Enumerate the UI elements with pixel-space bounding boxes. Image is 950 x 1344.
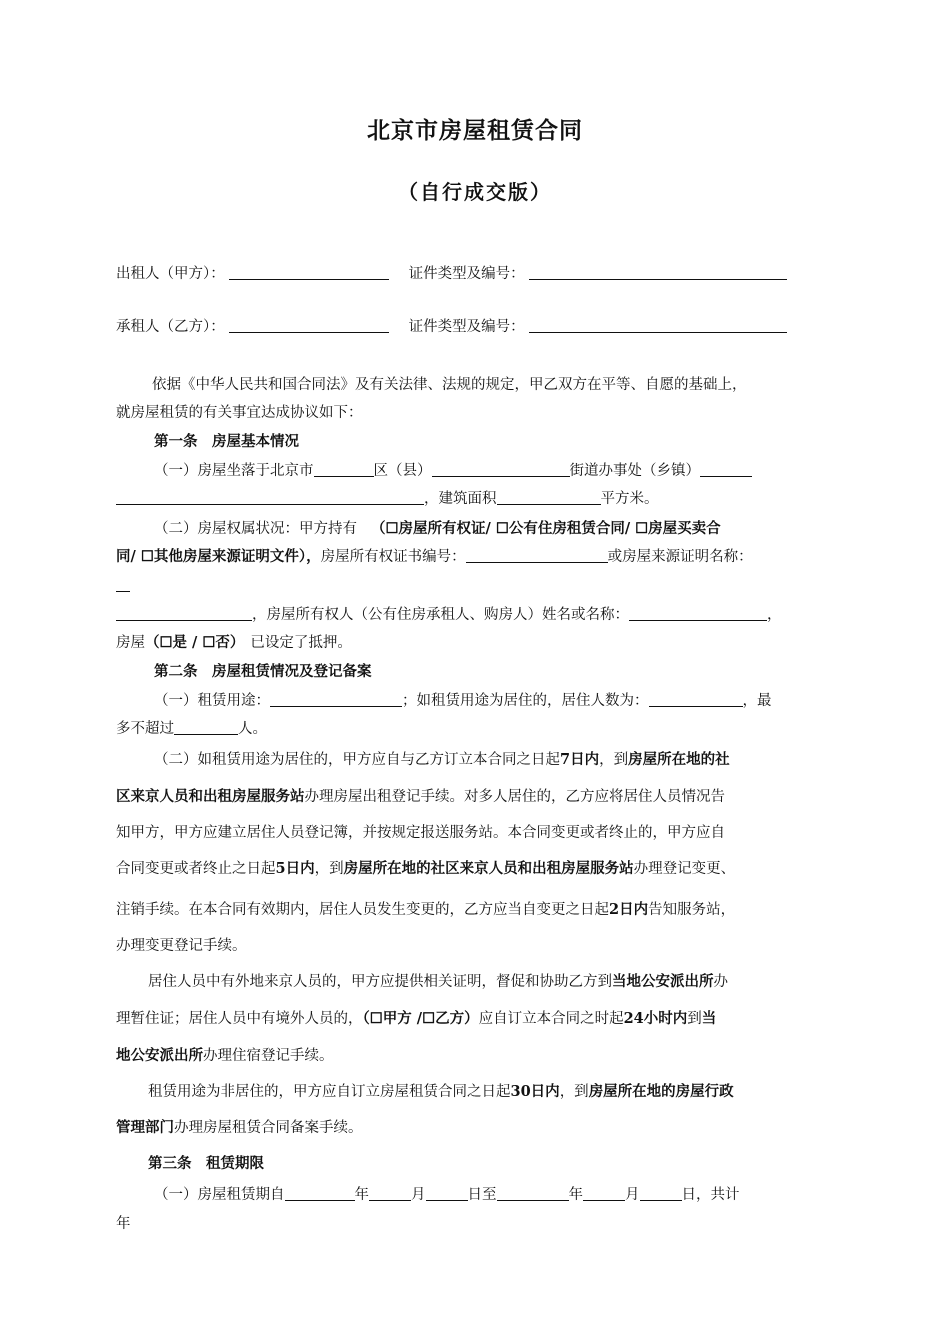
text: 当地公安派出所: [612, 973, 714, 990]
text: ，: [767, 607, 782, 623]
max-occupant-blank[interactable]: [174, 719, 238, 735]
text: 当: [701, 1010, 717, 1027]
lessee-label: 承租人（乙方）：: [116, 319, 225, 335]
text: 5日内: [275, 860, 315, 877]
district-blank[interactable]: [314, 461, 374, 477]
area-blank[interactable]: [497, 489, 601, 505]
text: 房屋所在地的房屋行政: [588, 1083, 734, 1100]
text: ，到: [599, 752, 629, 768]
lessee-line: [116, 316, 840, 338]
article1-item2-line5: [116, 632, 840, 654]
lessor-name-blank[interactable]: [229, 264, 389, 280]
text: 已设定了抵押。: [250, 635, 352, 651]
article2-item1-line1: [116, 690, 878, 712]
text: （二）如租赁用途为居住的，甲方应自与乙方订立本合同之日起: [154, 752, 560, 768]
lessee-id-label: 证件类型及编号：: [408, 319, 525, 335]
lessor-label: 出租人（甲方）：: [116, 266, 225, 282]
text: 告知服务站，: [648, 902, 736, 918]
text: 管理部门: [116, 1119, 174, 1136]
preamble-line-2: 就房屋租赁的有关事宜达成协议如下：: [116, 405, 363, 421]
article2-p3-line1: [116, 971, 872, 993]
preamble-line-1: 依据《中华人民共和国合同法》及有关法律、法规的规定，甲乙双方在平等、自愿的基础上，: [152, 377, 747, 393]
text: 30日内: [510, 1083, 560, 1100]
text: 2日内: [609, 901, 649, 918]
text: 应自订立本合同之时起: [478, 1011, 624, 1027]
article2-p2-line1: [116, 749, 878, 771]
text: ，建筑面积: [424, 491, 497, 507]
text: （二）房屋权属状况：甲方持有: [154, 521, 357, 537]
text: 区来京人员和出租房屋服务站: [116, 788, 305, 805]
street-office-blank[interactable]: [432, 461, 570, 477]
text: （一）房屋租赁期自: [154, 1187, 285, 1203]
text: 居住人员中有外地来京人员的，甲方应提供相关证明，督促和协助乙方到: [148, 974, 612, 990]
text: 年: [568, 1187, 583, 1203]
text: 办理登记变更、: [633, 861, 736, 877]
end-day-blank[interactable]: [640, 1185, 682, 1201]
article1-item2-line1: [116, 518, 878, 540]
article2-p2-line4: [116, 858, 840, 880]
start-year-blank[interactable]: [285, 1185, 355, 1201]
text: 房屋所有权证书编号：: [320, 549, 466, 565]
text: 注销手续。在本合同有效期内，居住人员发生变更的，乙方应当自变更之日起: [116, 902, 609, 918]
address-blank[interactable]: [116, 489, 424, 505]
ownership-doc-choices[interactable]: （☐房屋所有权证/ ☐公有住房租赁合同/ ☐房屋买卖合: [371, 520, 721, 537]
mortgage-choice[interactable]: （☐是 / ☐否）: [145, 634, 245, 651]
text: 租赁用途为非居住的，甲方应自订立房屋租赁合同之日起: [148, 1084, 511, 1100]
article1-item2-line2: [116, 546, 840, 568]
text: 日，共计: [681, 1187, 740, 1203]
lessor-id-label: 证件类型及编号：: [408, 266, 525, 282]
article2-p3-line3: [116, 1045, 840, 1067]
text: ，到: [314, 861, 344, 877]
text: 月: [625, 1187, 640, 1203]
text: 办理房屋出租登记手续。对多人居住的，乙方应将居住人员情况告: [304, 789, 725, 805]
document-title: 北京市房屋租赁合同: [367, 118, 583, 144]
text: ，房屋所有权人（公有住房承租人、购房人）姓名或名称：: [252, 607, 629, 623]
foreign-registrant-choice[interactable]: （☐甲方 /☐乙方）: [362, 1010, 479, 1027]
text: 房屋: [116, 635, 145, 651]
text: 日至: [467, 1187, 497, 1203]
text: ；如租赁用途为居住的，居住人数为：: [402, 693, 649, 709]
text: ，到: [559, 1084, 589, 1100]
text: 房屋所在地的社: [628, 751, 730, 768]
article1-item1-line2: [116, 488, 840, 510]
source-doc-name-blank-2[interactable]: [116, 605, 252, 621]
article2-heading: 第二条 房屋租赁情况及登记备案: [154, 663, 372, 680]
text: 月: [411, 1187, 426, 1203]
text: 办: [713, 974, 728, 990]
text: 7日内: [560, 751, 600, 768]
text: 年: [354, 1187, 369, 1203]
text: 办理住宿登记手续。: [203, 1048, 334, 1064]
text: 24小时内: [623, 1010, 688, 1027]
article2-item1-line2: [116, 718, 840, 740]
article2-p2-line2: [116, 786, 840, 808]
lessor-id-blank[interactable]: [529, 264, 787, 280]
source-doc-name-blank[interactable]: [116, 576, 130, 592]
start-day-blank[interactable]: [426, 1185, 468, 1201]
text: （一）租赁用途：: [154, 693, 270, 709]
text: （一）房屋坐落于北京市: [154, 463, 314, 479]
text: 合同变更或者终止之日起: [116, 861, 276, 877]
article2-p4-line2: [116, 1117, 840, 1139]
article2-p4-line1: [116, 1081, 872, 1103]
ownership-doc-choices-cont[interactable]: 同/ ☐其他房屋来源证明文件），: [116, 548, 321, 565]
lessee-name-blank[interactable]: [229, 317, 389, 333]
occupant-count-blank[interactable]: [649, 691, 743, 707]
text: 多不超过: [116, 721, 174, 737]
start-month-blank[interactable]: [369, 1185, 411, 1201]
end-month-blank[interactable]: [583, 1185, 625, 1201]
text: 区（县）: [373, 463, 432, 479]
article1-item1-line1: [116, 460, 878, 482]
owner-name-blank[interactable]: [629, 605, 767, 621]
article3-item1-line2: 年: [116, 1216, 131, 1232]
lessor-line: [116, 263, 840, 285]
text: 房屋所在地的社区来京人员和出租房屋服务站: [343, 860, 634, 877]
article2-p2-line5: [116, 899, 840, 921]
article2-p2-line3: 知甲方，甲方应建立居住人员登记簿，并按规定报送服务站。本合同变更或者终止的，甲方应自: [116, 825, 725, 841]
end-year-blank[interactable]: [497, 1185, 569, 1201]
text: 地公安派出所: [116, 1047, 203, 1064]
text: 或房屋来源证明名称：: [607, 549, 753, 565]
article1-item2-line4: [116, 604, 840, 626]
article2-p2-line6: 办理变更登记手续。: [116, 938, 247, 954]
article3-heading: 第三条 租赁期限: [148, 1155, 264, 1172]
text: 人。: [238, 721, 267, 737]
text: 到: [687, 1011, 702, 1027]
lessee-id-blank[interactable]: [529, 317, 787, 333]
text: ，最: [742, 693, 772, 709]
text: 街道办事处（乡镇）: [569, 463, 700, 479]
document-subtitle: （自行成交版）: [398, 180, 552, 204]
article3-item1-line1: [116, 1184, 878, 1206]
certificate-number-blank[interactable]: [466, 547, 608, 563]
text: 办理房屋租赁合同备案手续。: [174, 1120, 363, 1136]
article2-p3-line2: [116, 1008, 840, 1030]
text: 理暂住证；居住人员中有境外人员的，: [116, 1011, 363, 1027]
town-blank[interactable]: [700, 461, 752, 477]
article1-item2-line3: [116, 575, 840, 597]
lease-purpose-blank[interactable]: [270, 691, 402, 707]
text: 平方米。: [600, 491, 659, 507]
article1-heading: 第一条 房屋基本情况: [154, 433, 299, 450]
